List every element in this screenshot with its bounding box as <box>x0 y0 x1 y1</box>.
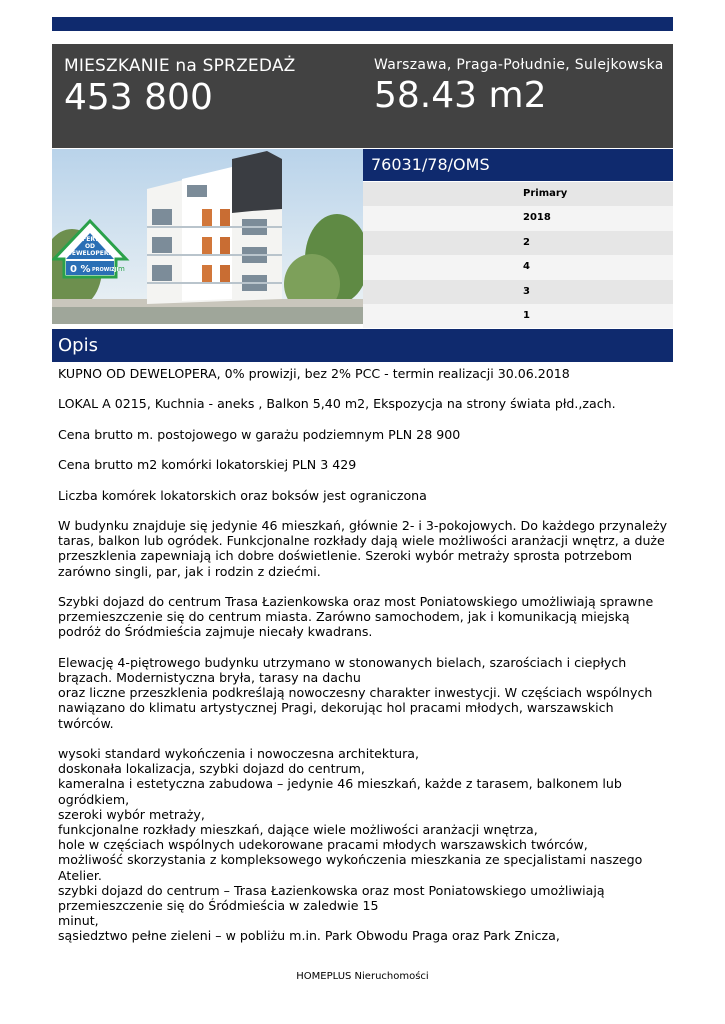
paragraph-gap <box>58 442 668 457</box>
property-photo <box>52 149 363 324</box>
paragraph-gap <box>58 503 668 518</box>
description-paragraph: kameralna i estetyczna zabudowa – jedynie 46 mieszkań, każde z tarasem, balkonem lub ogródkiem, <box>58 776 622 807</box>
building-illustration <box>52 149 363 324</box>
listing-header <box>52 44 673 148</box>
footer: HOMEPLUS Nieruchomości <box>296 971 429 982</box>
description-paragraph: doskonała lokalizacja, szybki dojazd do centrum, <box>58 761 365 777</box>
paragraph-gap <box>58 579 668 594</box>
reference-number: 76031/78/OMS <box>363 149 673 181</box>
badge-prowizji: PROWIZJI <box>92 267 119 273</box>
paragraph-gap <box>58 412 668 427</box>
description-paragraph: sąsiedztwo pełne zieleni – w pobliżu m.in. Park Obwodu Praga oraz Park Znicza, <box>58 928 560 944</box>
paragraph-gap <box>58 381 668 396</box>
description-paragraph: LOKAL A 0215, Kuchnia - aneks , Balkon 5,40 m2, Ekspozycja na strony świata płd.,zach. <box>58 396 616 412</box>
detail-row: 2 <box>363 231 673 255</box>
badge-line3: DEWELOPERA <box>66 250 114 257</box>
description-paragraph: szybki dojazd do centrum – Trasa Łazienkowska oraz most Poniatowskiego umożliwiają przemieszczenie się do Śródmieścia w zaledwie 15 <box>58 882 605 913</box>
description-paragraph: szeroki wybór metraży, <box>58 806 205 822</box>
badge-line2: OD <box>84 243 96 250</box>
description-paragraph: hole w częściach wspólnych udekorowane pracami młodych warszawskich twórców, <box>58 837 588 853</box>
description-paragraph: Cena brutto m2 komórki lokatorskiej PLN 3 429 <box>58 457 357 473</box>
description-paragraph: możliwość skorzystania z kompleksowego wykończenia mieszkania ze specjalistami naszego Atelier. <box>58 852 643 883</box>
description-paragraph: Elewację 4-piętrowego budynku utrzymano w stonowanych bielach, szarościach i ciepłych brązach. Modernistyczna bryła, tarasy na dachu <box>58 654 627 685</box>
description-paragraph: W budynku znajduje się jedynie 46 mieszkań, głównie 2- i 3-pokojowych. Do każdego przynależy taras, balkon lub ogródek. Funkcjonalne rozkłady dają wiele możliwości aranżacji wnętrz, a duże przeszklenia zapewniają ich dobre doświetlenie. Szeroki wybór metraży sprosta potrzebom zarówno singli, par, jak i rodzin z dziećmi. <box>58 517 668 579</box>
detail-row: Primary <box>363 182 673 206</box>
detail-row: 4 <box>363 255 673 279</box>
description-paragraph: wysoki standard wykończenia i nowoczesna architektura, <box>58 745 420 761</box>
listing-area: 58.43 m2 <box>374 75 547 116</box>
header-left <box>64 56 296 118</box>
description-paragraph: Szybki dojazd do centrum Trasa Łazienkowska oraz most Poniatowskiego umożliwiają sprawne przemieszczenie się do centrum miasta. Zarówno samochodem, jak i komunikacją miejską podróż do Śródmieścia zajmuje niecały kwadrans. <box>58 593 654 640</box>
description <box>58 366 668 944</box>
description-paragraph: oraz liczne przeszklenia podkreślają nowoczesny charakter inwestycji. W częściach wspólnych nawiązano do klimatu artystycznej Pragi, dekorując hol pracami młodych, warszawskich twórców. <box>58 685 653 731</box>
paragraph-gap <box>58 731 668 746</box>
paragraph-gap <box>58 472 668 487</box>
paragraph-gap <box>58 640 668 655</box>
badge-brand: m <box>118 265 125 273</box>
detail-row: 3 <box>363 280 673 304</box>
section-title: Opis <box>52 329 673 362</box>
description-paragraph: Cena brutto m. postojowego w garażu podziemnym PLN 28 900 <box>58 426 461 442</box>
listing-price: 453 800 <box>64 77 213 118</box>
header-right <box>374 56 664 117</box>
listing-location: Warszawa, Praga-Południe, Sulejkowska <box>374 57 664 73</box>
description-paragraph: funkcjonalne rozkłady mieszkań, dające wiele możliwości aranżacji wnętrza, <box>58 821 538 837</box>
badge-percent: 0 % <box>70 264 91 275</box>
description-paragraph: KUPNO OD DEWELOPERA, 0% prowizji, bez 2% PCC - termin realizacji 30.06.2018 <box>58 366 570 381</box>
detail-row: 1 <box>363 304 673 328</box>
description-paragraph: Liczba komórek lokatorskich oraz boksów jest ograniczona <box>58 487 427 503</box>
listing-type: MIESZKANIE na SPRZEDAŻ <box>64 56 296 76</box>
description-paragraph: minut, <box>58 913 99 929</box>
detail-row: 2018 <box>363 206 673 230</box>
top-accent-bar <box>52 17 673 31</box>
property-details-table <box>363 182 673 328</box>
badge-line1: OFERTA <box>77 236 103 243</box>
